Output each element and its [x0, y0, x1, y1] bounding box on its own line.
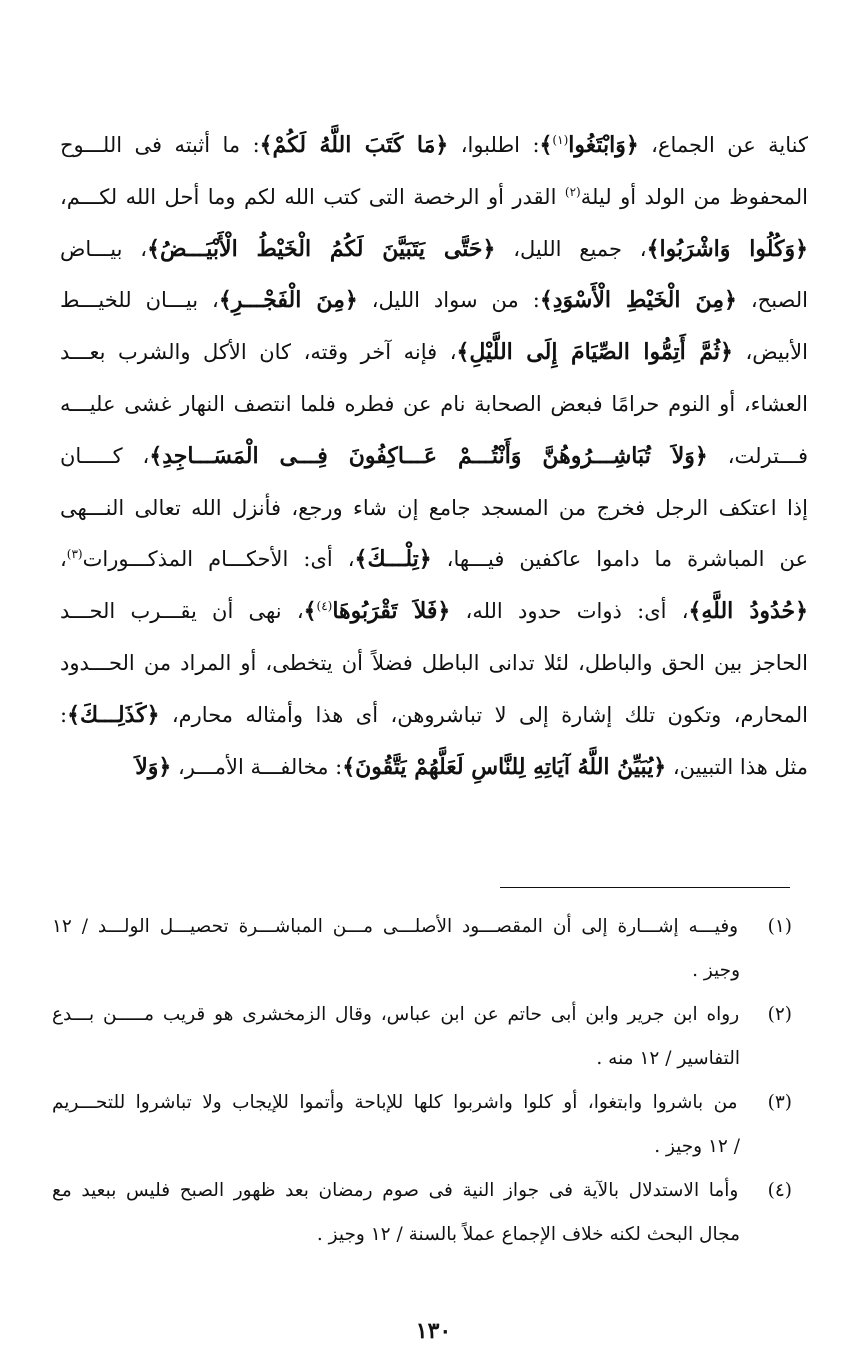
commentary-text: كناية عن الجماع، [638, 133, 808, 157]
text-line [60, 742, 808, 794]
text-line [60, 638, 808, 690]
quran-verse: ﴿وَلاَ تُبَاشِـــرُوهُنَّ وَأَنْتُـــمْ عَـــاكِفُونَ فِـــى الْمَسَـــاجِدِ﴾ [149, 442, 708, 469]
main-text [60, 120, 808, 793]
quran-verse: ﴿وَكُلُوا وَاشْرَبُوا﴾ [646, 235, 808, 262]
footnotes [52, 905, 792, 1257]
footnote-number: (١) [767, 916, 792, 937]
commentary-text: ، فإنه آخر وقته، كان الأكل والشرب بعـــد [60, 340, 457, 365]
footnote [52, 993, 792, 1081]
footnote-text: رواه ابن جرير وابن أبى حاتم عن ابن عباس، وقال الزمخشرى هو قريب مـــــن بـــدع [52, 1004, 740, 1025]
commentary-text: فـــترلت، [707, 443, 808, 468]
commentary-text: ، كـــــان [60, 443, 150, 468]
text-line [60, 327, 808, 379]
quran-verse: ﴿فَلاَ تَقْرَبُوهَا [332, 598, 451, 625]
quran-verse: ﴿تِلْـــكَ﴾ [354, 546, 432, 573]
text-line [60, 224, 808, 276]
quran-verse: ﴿وَابْتَغُوا [568, 132, 639, 158]
text-line [60, 690, 808, 742]
footnote-separator [500, 887, 790, 888]
page-number: ١٣٠ [415, 1318, 452, 1344]
text-line [60, 431, 808, 483]
quran-verse: ﴾ [303, 598, 317, 625]
commentary-text: ، [60, 547, 67, 572]
commentary-text: ، أى: ذوات حدود الله، [450, 599, 689, 624]
commentary-text: الحاجز بين الحق والباطل، لئلا تدانى الباطل فضلاً أن يتخطى، أو المراد من الحـــدود [60, 650, 808, 675]
footnote-ref: (٢) [564, 184, 581, 199]
commentary-text: المحارم، وتكون تلك إشارة إلى لا تباشروهن، أى هذا وأمثاله محارم، [159, 702, 808, 727]
quran-verse: ﴾ [539, 132, 553, 158]
commentary-text: القدر أو الرخصة التى كتب الله لكم وما أحل الله لكـــم، [60, 184, 565, 209]
footnote [52, 1169, 792, 1257]
footnote [52, 1081, 792, 1169]
footnote-number: (٣) [767, 1092, 792, 1113]
footnote-line [52, 993, 792, 1037]
commentary-text: الصبح، [736, 288, 808, 313]
quran-verse: ﴿وَلاَ [135, 753, 172, 780]
footnote-text: من باشروا وابتغوا، أو كلوا واشربوا كلها للإباحة وأتموا للإيجاب ولا تباشروا للتحـــريم [52, 1092, 738, 1113]
quran-verse: ﴿كَذَلِـــكَ﴾ [67, 701, 160, 728]
commentary-text: ، جميع الليل، [495, 236, 647, 261]
commentary-text: : اطلبوا، [448, 133, 540, 157]
footnote-ref: (٣) [66, 547, 83, 562]
footnote-continuation: مجال البحث لكنه خلاف الإجماع عملاً بالسنة / ١٢ وجيز . [316, 1224, 740, 1245]
commentary-text: المحفوظ من الولد أو ليلة [580, 184, 808, 209]
quran-verse: ﴿ثُمَّ أَتِمُّوا الصِّيَامَ إِلَى اللَّيْلِ﴾ [456, 339, 733, 366]
commentary-text: : ما أثبته فى اللـــوح [60, 133, 260, 157]
text-line [60, 379, 808, 431]
footnote-continuation: التفاسير / ١٢ منه . [596, 1048, 740, 1069]
commentary-text: ، بيـــان للخيـــط [60, 288, 219, 313]
text-line [60, 534, 808, 586]
footnote-text: وأما الاستدلال بالآية فى جواز النية فى صوم رمضان بعد ظهور الصبح فليس ببعيد مع [52, 1180, 739, 1201]
footnote-number: (٢) [767, 1004, 792, 1025]
quran-verse: ﴿مِنَ الْفَجْـــرِ﴾ [218, 287, 358, 314]
text-line [60, 120, 808, 172]
footnote-ref: (٤) [316, 599, 333, 614]
text-line [60, 483, 808, 535]
text-line [60, 172, 808, 224]
commentary-text: العشاء، أو النوم حرامًا فبعض الصحابة نام عن فطره فلما انتصف النهار غشى عليـــه [60, 391, 808, 416]
commentary-text: مثل هذا التبيين، [666, 754, 808, 779]
footnote-text: وفيـــه إشـــارة إلى أن المقصـــود الأصلـــى مـــن المباشـــرة تحصيـــل الولـــد / ١٢ [52, 916, 739, 937]
footnote [52, 905, 792, 993]
footnote-ref: (١) [552, 133, 569, 147]
footnote-continuation: وجيز . [692, 960, 740, 981]
commentary-text: الأبيض، [732, 340, 808, 365]
quran-verse: ﴿يُبَيِّنُ اللَّهُ آيَاتِهِ لِلنَّاسِ لَعَلَّهُمْ يَتَّقُونَ﴾ [342, 753, 667, 780]
commentary-text: : مخالفـــة الأمـــر، [171, 754, 343, 779]
commentary-text: ، بيـــاض [60, 236, 148, 261]
quran-verse: ﴿حَتَّى يَتَبَيَّنَ لَكُمُ الْخَيْطُ الْأَبْيَـــضُ﴾ [147, 235, 496, 262]
footnote-line [52, 905, 792, 949]
footnote-continuation: / ١٢ وجيز . [654, 1136, 740, 1157]
commentary-text: ، أى: الأحكـــام المذكـــورات [82, 547, 355, 572]
commentary-text: ، نهى أن يقـــرب الحـــد [60, 599, 304, 624]
text-line [60, 275, 808, 327]
commentary-text: عن المباشرة ما داموا عاكفين فيـــها، [431, 547, 808, 572]
commentary-text: إذا اعتكف الرجل فخرج من المسجد جامع إن شاء ورجع، فأنزل الله تعالى النـــهى [60, 495, 808, 520]
commentary-text: : [60, 702, 68, 727]
quran-verse: ﴿مَا كَتَبَ اللَّهُ لَكُمْ﴾ [259, 132, 449, 158]
quran-verse: ﴿حُدُودُ اللَّهِ﴾ [688, 598, 808, 625]
footnote-number: (٤) [767, 1180, 792, 1201]
footnote-line [52, 1169, 792, 1213]
footnote-line [52, 1081, 792, 1125]
quran-verse: ﴿مِنَ الْخَيْطِ الْأَسْوَدِ﴾ [539, 287, 737, 314]
commentary-text: : من سواد الليل، [357, 288, 540, 313]
text-line [60, 586, 808, 638]
